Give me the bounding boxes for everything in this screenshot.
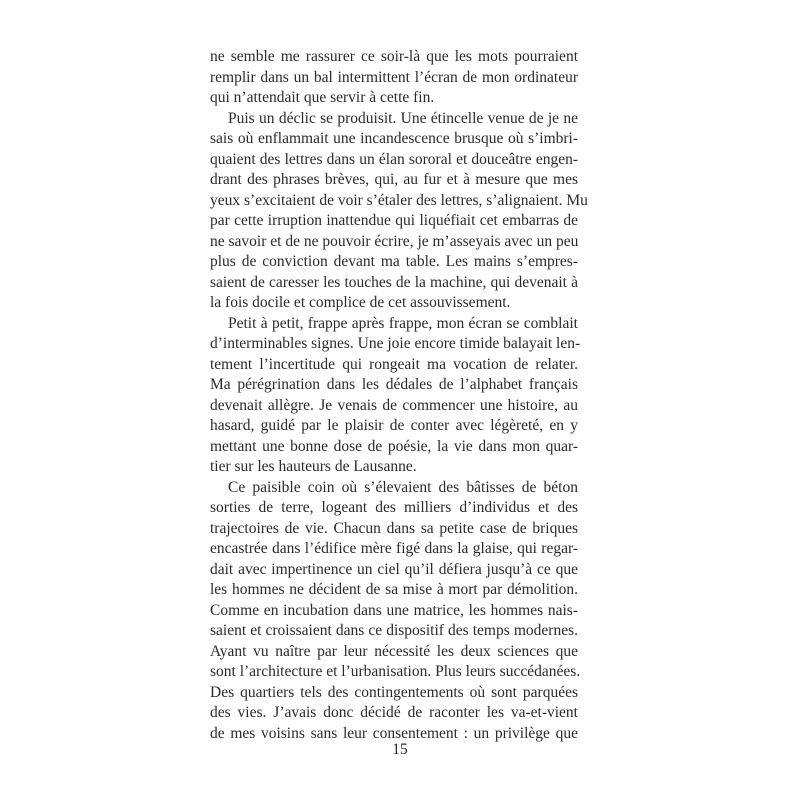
- text-line: de mes voisins sans leur consentement : un privilège que: [210, 724, 578, 742]
- text-line: saient et croissaient dans ce dispositif des temps modernes.: [210, 622, 578, 639]
- text-line: la fois docile et complice de cet assouvissement.: [210, 294, 511, 311]
- text-line: encastrée dans l’édifice mère figé dans la glaise, qui regar-: [210, 540, 578, 557]
- text-line: Ce paisible coin où s’élevaient des bâtisses de béton: [228, 478, 578, 496]
- text-line: sorties de terre, logeant des milliers d’individus et des: [210, 499, 578, 516]
- text-line: d’interminables signes. Une joie encore timide balayait len-: [210, 335, 581, 352]
- paragraph: [210, 314, 581, 478]
- body-text: [210, 47, 588, 744]
- text-line: sont l’architecture et l’urbanisation. Plus leurs succédanées.: [210, 663, 581, 680]
- text-line: saient de caresser les touches de la machine, qui devenait à: [210, 273, 578, 291]
- text-line: des vies. J’avais donc décidé de raconter les va-et-vient: [210, 704, 578, 721]
- paragraph: [210, 478, 581, 745]
- text-line: plus de conviction devant ma table. Les mains s’empres-: [210, 253, 578, 270]
- text-line: yeux s’excitaient de voir s’étaler des lettres, s’alignaient. Mu: [210, 191, 588, 209]
- text-line: ne savoir et de ne pouvoir écrire, je m’asseyais avec un peu: [210, 232, 579, 250]
- text-line: Des quartiers tels des contingentements où sont parquées: [210, 683, 578, 701]
- text-line: tier sur les hauteurs de Lausanne.: [210, 458, 417, 475]
- text-line: tement l’incertitude qui rongeait ma vocation de relater.: [210, 355, 578, 373]
- text-line: Ayant vu naître par leur nécessité les deux sciences que: [210, 642, 578, 660]
- paragraph: [210, 47, 578, 109]
- text-line: mettant une bonne dose de poésie, la vie dans mon quar-: [210, 437, 578, 455]
- text-line: hasard, guidé par le plaisir de conter avec légèreté, en y: [210, 417, 578, 434]
- text-line: Comme en incubation dans une matrice, les hommes nais-: [210, 601, 578, 619]
- text-line: remplir dans un bal intermittent l’écran de mon ordinateur: [210, 68, 578, 86]
- page-number: 15: [392, 741, 408, 758]
- text-line: dait avec impertinence un ciel qu’il défiera jusqu’à ce que: [210, 560, 578, 578]
- text-line: devenait allègre. Je venais de commencer une histoire, au: [210, 396, 578, 414]
- text-line: les hommes ne décident de sa mise à mort par démolition.: [210, 581, 578, 598]
- text-line: sais où enflammait une incandescence brusque où s’imbri-: [210, 130, 578, 147]
- text-line: Petit à petit, frappe après frappe, mon écran se comblait: [228, 314, 578, 332]
- text-line: ne semble me rassurer ce soir-là que les mots pourraient: [210, 48, 578, 65]
- text-line: quaient des lettres dans un élan sororal et douceâtre engen-: [210, 150, 578, 168]
- text-line: par cette irruption inattendue qui liquéfiait cet embarras de: [210, 212, 578, 229]
- text-line: Ma pérégrination dans les dédales de l’alphabet français: [210, 376, 578, 393]
- text-line: trajectoires de vie. Chacun dans sa petite case de briques: [210, 519, 578, 537]
- text-line: qui n’attendait que servir à cette fin.: [210, 89, 435, 106]
- paragraph: [210, 109, 588, 314]
- text-line: drant des phrases brèves, qui, au fur et à mesure que mes: [210, 171, 578, 188]
- text-line: Puis un déclic se produisit. Une étincelle venue de je ne: [228, 109, 578, 127]
